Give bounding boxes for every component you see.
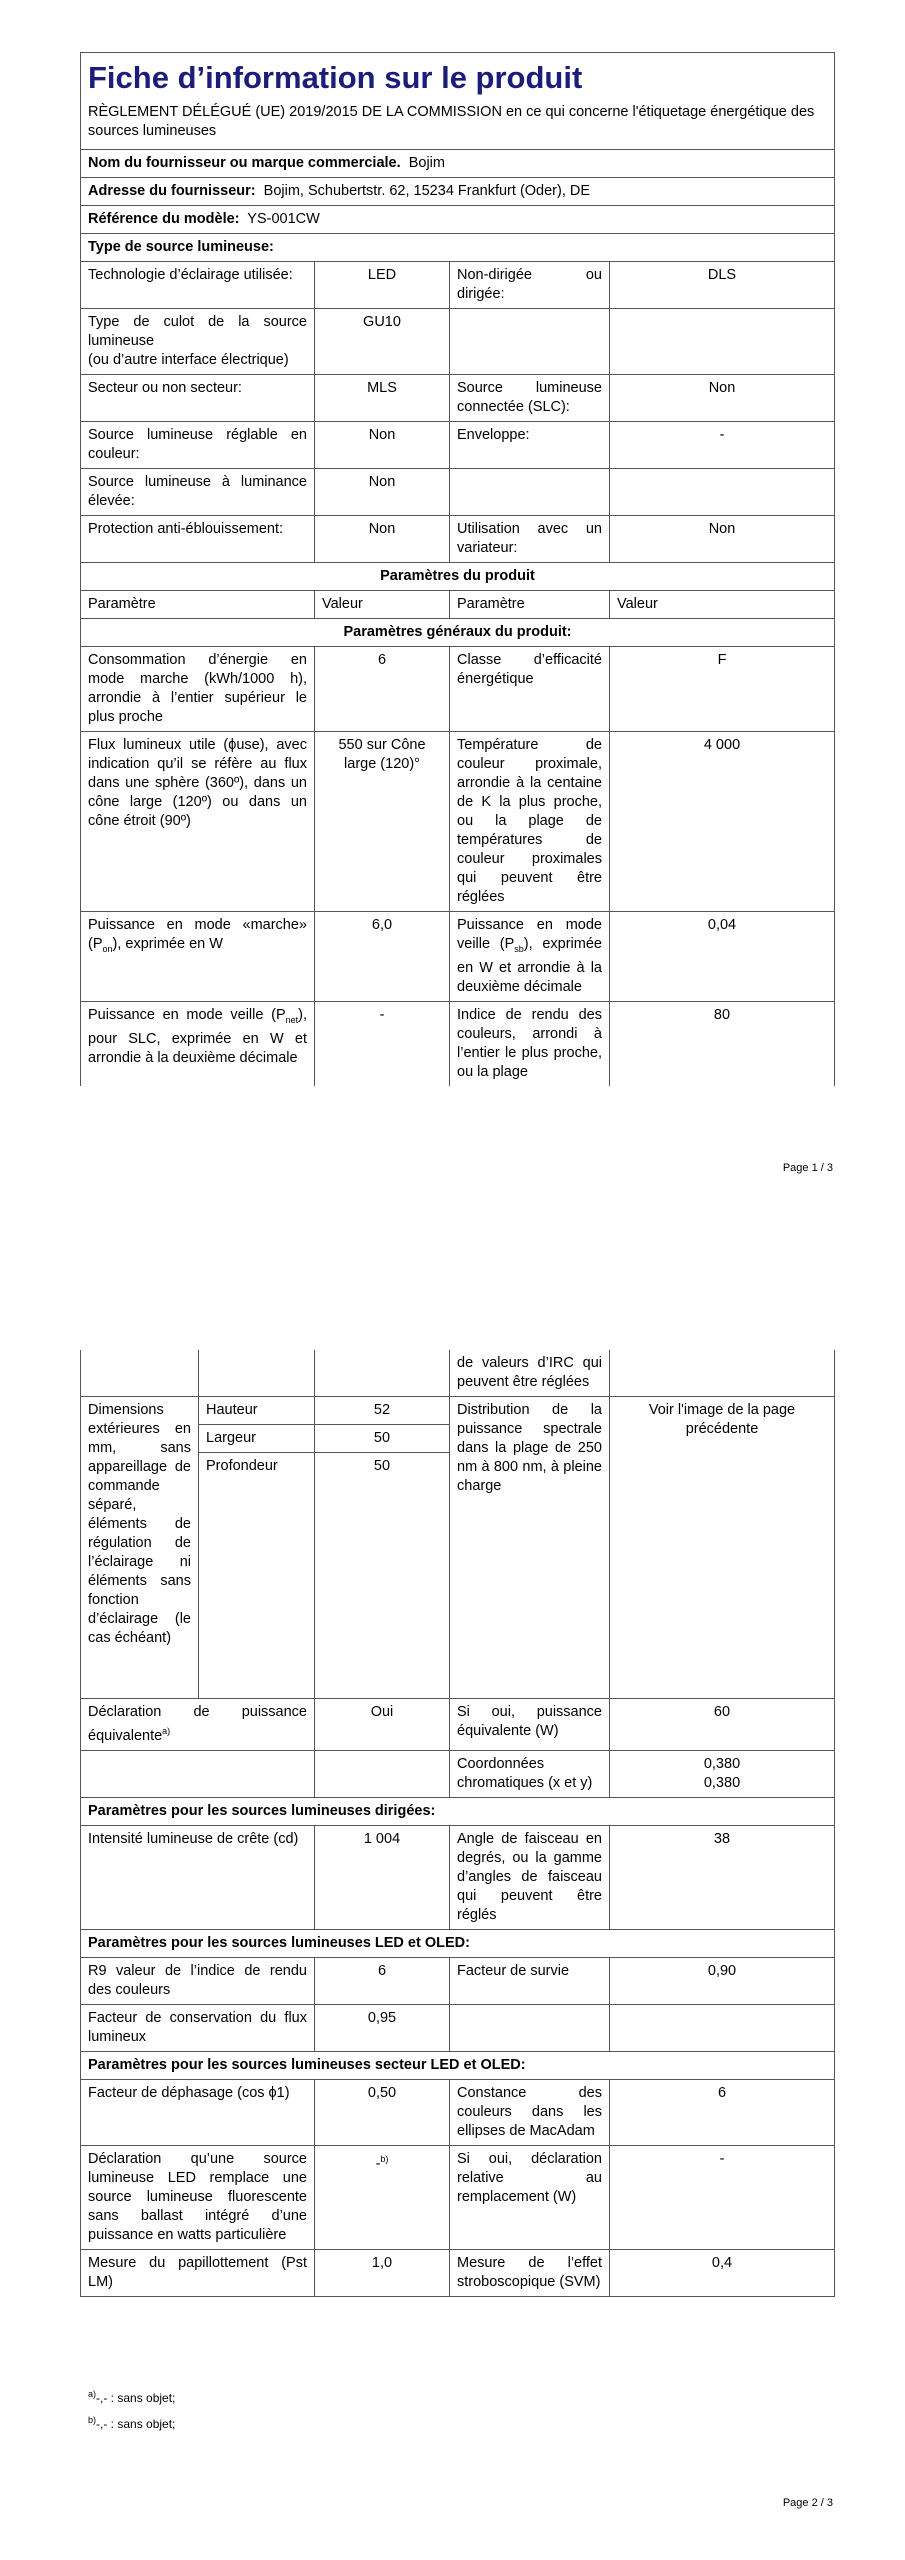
pf-label: Facteur de déphasage (cos ϕ1) <box>81 2079 315 2145</box>
replace-w-value: - <box>610 2145 835 2249</box>
dimensions-label: Dimensions extérieures en mm, sans appareillage de commande séparé, éléments de régulation de l’éclairage ni éléments sans fonction d’éclairage (le cas échéant) <box>81 1397 199 1699</box>
page-number: Page 2 / 3 <box>782 2497 833 2509</box>
empty-cell <box>610 2004 835 2051</box>
footnote-b-mark: b) <box>88 2415 97 2425</box>
mains-value: MLS <box>315 375 450 422</box>
footnote-b-text: -,- : sans objet; <box>96 2417 176 2431</box>
envelope-value: - <box>610 422 835 469</box>
chroma-label: Coordonnées chromatiques (x et y) <box>450 1750 610 1797</box>
product-sheet-table-1 <box>80 52 834 1086</box>
cri-label-continued: de valeurs d’IRC qui peuvent être réglées <box>450 1350 610 1397</box>
width-value: 50 <box>315 1425 450 1453</box>
equiv-claim-value: Oui <box>315 1699 450 1751</box>
width-label: Largeur <box>199 1425 315 1453</box>
led-heading: Paramètres pour les sources lumineuses LED et OLED: <box>81 1929 835 1957</box>
chroma-y: 0,380 <box>703 1774 741 1791</box>
net-power-label-text-2: ), pour SLC, exprimée en W et arrondie à la deuxième décimale <box>88 1006 307 1066</box>
energy-value: 6 <box>315 647 450 732</box>
peak-label: Intensité lumineuse de crête (cd) <box>81 1825 315 1929</box>
eff-class-label: Classe d’efficacité énergétique <box>450 647 610 732</box>
empty-cell <box>81 1350 199 1397</box>
maint-value: 0,95 <box>315 2004 450 2051</box>
depth-value: 50 <box>315 1453 450 1481</box>
envelope-label: Enveloppe: <box>450 422 610 469</box>
flicker-value: 1,0 <box>315 2249 450 2296</box>
macadam-value: 6 <box>610 2079 835 2145</box>
empty-cell <box>610 469 835 516</box>
spd-label: Distribution de la puissance spectrale dans la plage de 250 nm à 800 nm, à pleine charge <box>450 1397 610 1699</box>
supplier-name-row <box>81 150 835 178</box>
empty-cell <box>199 1480 315 1699</box>
on-power-subscript: on <box>102 943 113 954</box>
col-param-header: Paramètre <box>81 591 315 619</box>
r9-value: 6 <box>315 1957 450 2004</box>
maint-label: Facteur de conservation du flux lumineux <box>81 2004 315 2051</box>
cct-value: 4 000 <box>610 732 835 912</box>
svm-label: Mesure de l’effet stroboscopique (SVM) <box>450 2249 610 2296</box>
empty-cell <box>199 1350 315 1397</box>
cri-value: 80 <box>610 1001 835 1086</box>
equiv-power-value: 60 <box>610 1699 835 1751</box>
footnote-a-text: -,- : sans objet; <box>96 2391 176 2405</box>
model-ref: YS-001CW <box>247 211 320 227</box>
sb-power-value: 0,04 <box>610 912 835 1002</box>
chroma-value <box>610 1750 835 1797</box>
replace-value <box>315 2145 450 2249</box>
footnote-a-mark: a) <box>88 2389 97 2399</box>
empty-cell <box>450 2004 610 2051</box>
beam-label: Angle de faisceau en degrés, ou la gamme d’angles de faisceau qui peuvent être réglés <box>450 1825 610 1929</box>
mains-label: Secteur ou non secteur: <box>81 375 315 422</box>
directional-value: DLS <box>610 262 835 309</box>
antiglare-label: Protection anti-éblouissement: <box>81 516 315 563</box>
height-value: 52 <box>315 1397 450 1425</box>
product-sheet-table-2 <box>80 1350 834 2297</box>
col-param-header: Paramètre <box>450 591 610 619</box>
peak-value: 1 004 <box>315 1825 450 1929</box>
net-power-subscript: net <box>285 1014 299 1025</box>
on-power-label-text: Puissance en mode «marche» (P <box>88 917 307 952</box>
net-power-value: - <box>315 1001 450 1086</box>
footnote-a <box>88 2383 175 2409</box>
eff-class-value: F <box>610 647 835 732</box>
colour-tunable-label: Source lumineuse réglable en couleur: <box>81 422 315 469</box>
tech-value: LED <box>315 262 450 309</box>
dimmable-value: Non <box>610 516 835 563</box>
connected-label: Source lumineuse connectée (SLC): <box>450 375 610 422</box>
sb-power-label-text-2: ), exprimée en W et arrondie à la deuxième décimale <box>457 936 602 995</box>
col-value-header: Valeur <box>315 591 450 619</box>
sb-power-subscript: sb <box>514 943 524 954</box>
cap-label-2: (ou d’autre interface électrique) <box>88 352 289 368</box>
sb-power-label <box>450 912 610 1002</box>
regulation-text: RÈGLEMENT DÉLÉGUÉ (UE) 2019/2015 DE LA COMMISSION en ce qui concerne l'étiquetage énergétique des sources lumineuses <box>88 104 815 139</box>
chroma-x: 0,380 <box>703 1755 741 1772</box>
supplier-name-label: Nom du fournisseur ou marque commerciale. <box>88 155 401 171</box>
cap-label: Type de culot de la source lumineuse <box>88 314 307 349</box>
connected-value: Non <box>610 375 835 422</box>
replace-label: Déclaration qu’une source lumineuse LED remplace une source lumineuse fluorescente sans ballast intégré d’une puissance en watts particulière <box>81 2145 315 2249</box>
empty-cell <box>315 1350 450 1397</box>
product-params-heading: Paramètres du produit <box>81 563 835 591</box>
mains-led-heading: Paramètres pour les sources lumineuses secteur LED et OLED: <box>81 2051 835 2079</box>
antiglare-value: Non <box>315 516 450 563</box>
spd-value: Voir l'image de la page précédente <box>610 1397 835 1699</box>
supplier-address-row <box>81 178 835 206</box>
energy-label: Consommation d’énergie en mode marche (kWh/1000 h), arrondie à l’entier supérieur le plus proche <box>81 647 315 732</box>
page-2 <box>0 1245 905 2560</box>
cap-label-cell <box>81 309 315 375</box>
survival-label: Facteur de survie <box>450 1957 610 2004</box>
footnotes <box>88 2383 175 2435</box>
empty-cell <box>315 1750 450 1797</box>
net-power-label-text: Puissance en mode veille (P <box>88 1006 286 1023</box>
cap-value: GU10 <box>315 309 450 375</box>
on-power-label <box>81 912 315 1002</box>
colour-tunable-value: Non <box>315 422 450 469</box>
empty-cell <box>81 1750 315 1797</box>
replace-sup: b) <box>380 2153 389 2164</box>
depth-label: Profondeur <box>199 1453 315 1481</box>
cri-label: Indice de rendu des couleurs, arrondi à l’entier le plus proche, ou la plage <box>450 1001 610 1086</box>
equiv-power-label: Si oui, puissance équivalente (W) <box>450 1699 610 1751</box>
macadam-label: Constance des couleurs dans les ellipses de MacAdam <box>450 2079 610 2145</box>
survival-value: 0,90 <box>610 1957 835 2004</box>
net-power-label <box>81 1001 315 1086</box>
page-1 <box>0 0 905 1245</box>
flux-label: Flux lumineux utile (ϕuse), avec indication qu’il se réfère au flux dans une sphère (360º), dans un cône large (120º) ou dans un cône étroit (90º) <box>81 732 315 912</box>
model-ref-label: Référence du modèle: <box>88 211 240 227</box>
page-title: Fiche d’information sur le produit <box>88 60 583 95</box>
col-value-header: Valeur <box>610 591 835 619</box>
model-ref-row <box>81 206 835 234</box>
supplier-name: Bojim <box>408 155 445 171</box>
equiv-claim-sup: a) <box>162 1726 171 1736</box>
empty-cell <box>450 309 610 375</box>
cct-label: Température de couleur proximale, arrondie à la centaine de K la plus proche, ou la plage de températures de couleur proximales qui peuvent être réglées <box>450 732 610 912</box>
flicker-label: Mesure du papillottement (Pst LM) <box>81 2249 315 2296</box>
empty-cell <box>610 309 835 375</box>
directional-heading: Paramètres pour les sources lumineuses dirigées: <box>81 1797 835 1825</box>
flux-value: 550 sur Cône large (120)° <box>315 732 450 912</box>
on-power-value: 6,0 <box>315 912 450 1002</box>
replace-w-label: Si oui, déclaration relative au remplacement (W) <box>450 2145 610 2249</box>
tech-label: Technologie d’éclairage utilisée: <box>81 262 315 309</box>
page-number: Page 1 / 3 <box>782 1162 833 1174</box>
general-params-heading: Paramètres généraux du produit: <box>81 619 835 647</box>
directional-label: Non-dirigée ou dirigée: <box>450 262 610 309</box>
r9-label: R9 valeur de l’indice de rendu des couleurs <box>81 1957 315 2004</box>
height-label: Hauteur <box>199 1397 315 1425</box>
high-lum-label: Source lumineuse à luminance élevée: <box>81 469 315 516</box>
supplier-address-label: Adresse du fournisseur: <box>88 183 256 199</box>
dimmable-label: Utilisation avec un variateur: <box>450 516 610 563</box>
pf-value: 0,50 <box>315 2079 450 2145</box>
supplier-address: Bojim, Schubertstr. 62, 15234 Frankfurt (Oder), DE <box>263 183 591 199</box>
empty-cell <box>450 469 610 516</box>
empty-cell <box>610 1350 835 1397</box>
equiv-claim-text: Déclaration de puissance équivalente <box>88 1704 307 1744</box>
svm-value: 0,4 <box>610 2249 835 2296</box>
sb-power-label-text: Puissance en mode veille (P <box>457 917 602 952</box>
equiv-claim-label <box>81 1699 315 1751</box>
empty-cell <box>315 1480 450 1699</box>
high-lum-value: Non <box>315 469 450 516</box>
beam-value: 38 <box>610 1825 835 1929</box>
on-power-label-text-2: ), exprimée en W <box>112 936 223 952</box>
replace-value-text: - <box>375 2155 381 2172</box>
footnote-b <box>88 2409 175 2435</box>
source-type-heading: Type de source lumineuse: <box>81 234 835 262</box>
